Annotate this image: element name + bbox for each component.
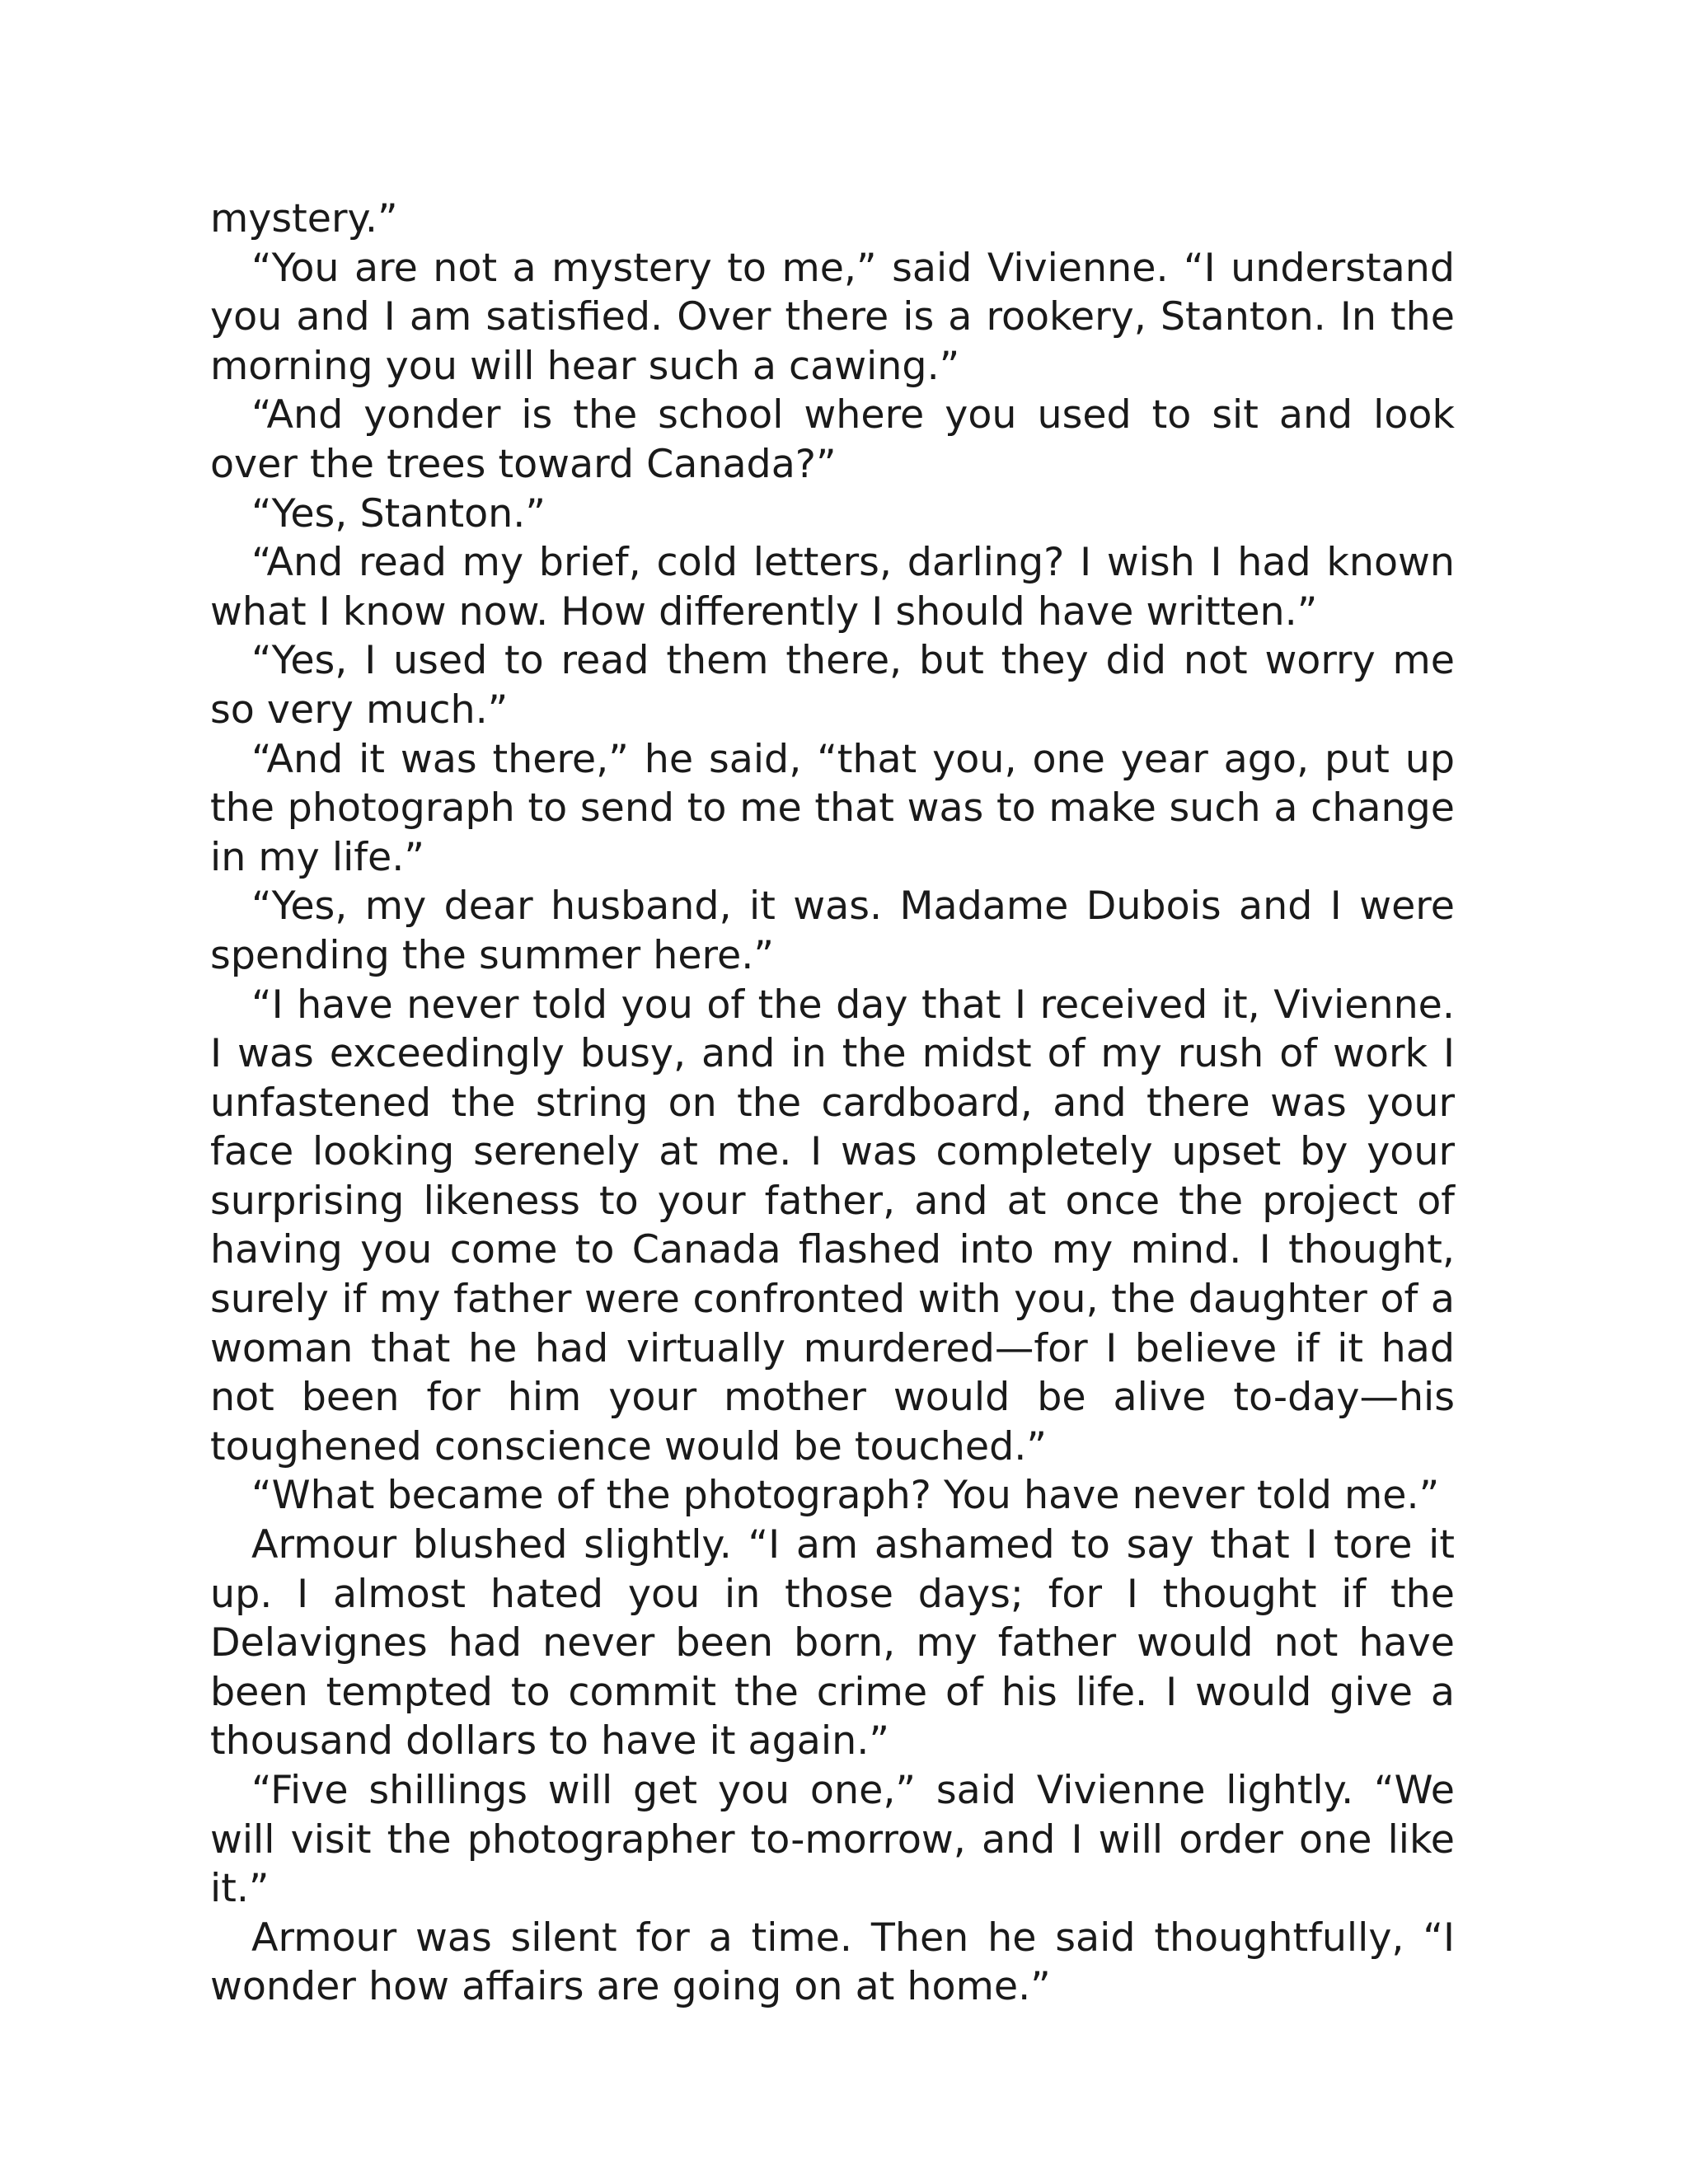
paragraph: “Yes, Stanton.”	[251, 490, 546, 537]
paragraph: “Yes, I used to read them there, but they did not worry me so very much.”	[210, 638, 1455, 733]
paragraph: “And read my brief, cold letters, darling? I wish I had known what I know now. How differently I should have written.”	[210, 540, 1455, 635]
paragraph: “Five shillings will get you one,” said Vivienne lightly. “We will visit the photographer to-morrow, and I will order one like it.”	[210, 1768, 1455, 1912]
paragraph: “I have never told you of the day that I received it, Vivienne. I was exceedingly busy, and in the midst of my rush of work I unfastened the string on the cardboard, and there was your face looking serenely at me. I was completely upset by your surprising likeness to your father, and at once the project of having you come to Canada flashed into my mind. I thought, surely if my father were confronted with you, the daughter of a woman that he had virtually murdered—for I believe if it had not been for him your mother would be alive to-day—his toughened conscience would be touched.”	[210, 982, 1455, 1469]
paragraph: “And it was there,” he said, “that you, one year ago, put up the photograph to send to me that was to make such a change in my life.”	[210, 736, 1455, 880]
paragraph: “And yonder is the school where you used to sit and look over the trees toward Canada?”	[210, 392, 1455, 487]
paragraph: “You are not a mystery to me,” said Vivienne. “I understand you and I am satisfied. Over there is a rookery, Stanton. In the morning you will hear such a cawing.”	[210, 245, 1455, 389]
paragraph: “Yes, my dear husband, it was. Madame Dubois and I were spending the summer here.”	[210, 883, 1455, 978]
paragraph: “What became of the photograph? You have never told me.”	[251, 1473, 1440, 1519]
paragraph: Armour blushed slightly. “I am ashamed to say that I tore it up. I almost hated you in those days; for I thought if the Delavignes had never been born, my father would not have been tempted to commit the crime of his life. I would give a thousand dollars to have it again.”	[210, 1522, 1455, 1765]
paragraph: mystery.”	[210, 196, 398, 241]
page-body	[210, 194, 1455, 2012]
paragraph: Armour was silent for a time. Then he said thoughtfully, “I wonder how affairs are going on at home.”	[210, 1915, 1455, 2010]
